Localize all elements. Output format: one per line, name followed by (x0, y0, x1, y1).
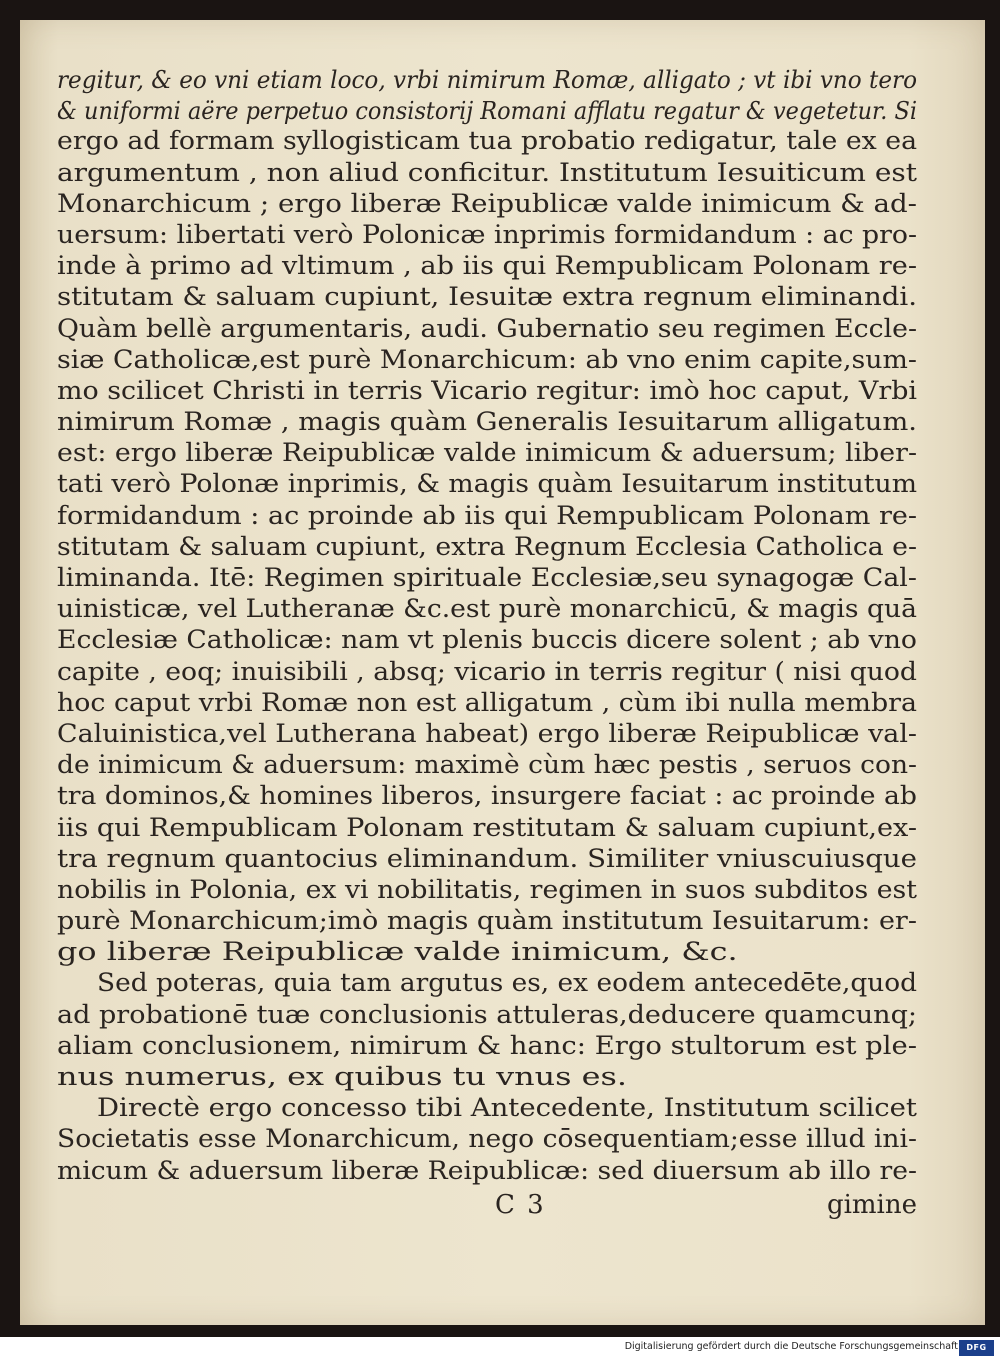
text-line-content: siæ Catholicæ,est purè Monarchicum: ab vno enim capite,sum- (57, 344, 917, 375)
text-line-content: aliam conclusionem, nimirum & hanc: Ergo stultorum est ple- (57, 1030, 918, 1061)
text-line (57, 563, 917, 594)
page-text-block (57, 64, 917, 1223)
text-line (57, 1000, 917, 1031)
text-line-content: de inimicum & aduersum: maximè cùm hæc pestis , seruos con- (57, 750, 917, 781)
text-line (57, 594, 917, 625)
text-line-content: inde à primo ad vltimum , ab iis qui Rempublicam Polonam re- (57, 251, 918, 282)
text-line-content: ergo ad formam syllogisticam tua probatio redigatur, tale ex ea (57, 126, 918, 157)
text-line (57, 158, 917, 189)
text-line-content: purè Monarchicum;imò magis quàm institutum Iesuitarum: er- (57, 906, 917, 937)
text-line (57, 64, 917, 95)
text-line (57, 719, 917, 750)
text-line (57, 345, 917, 376)
text-line-content: Caluinistica,vel Lutherana habeat) ergo liberæ Reipublicæ val- (57, 718, 918, 749)
text-line-content: Sed poteras, quia tam argutus es, ex eodem antecedēte,quod (97, 968, 918, 999)
text-line-content: go liberæ Reipublicæ valde inimicum, &c. (57, 937, 738, 968)
text-line (57, 968, 917, 999)
text-line (57, 314, 917, 345)
text-line-content: mo scilicet Christi in terris Vicario regitur: imò hoc caput, Vrbi (57, 375, 918, 406)
text-line-content: hoc caput vrbi Romæ non est alligatum , cùm ibi nulla membra (57, 687, 917, 718)
signature-mark: C 3 (495, 1189, 546, 1220)
text-line (57, 657, 917, 688)
text-line (57, 376, 917, 407)
credit-bar (0, 1337, 1000, 1359)
catchword: gimine (826, 1189, 917, 1220)
text-line (57, 813, 917, 844)
text-line-content: nobilis in Polonia, ex vi nobilitatis, regimen in suos subditos est (57, 874, 917, 905)
text-line (57, 1062, 917, 1093)
text-line-content: liminanda. Itē: Regimen spirituale Ecclesiæ,seu synagogæ Cal- (57, 563, 917, 593)
text-line-content: argumentum , non aliud conficitur. Institutum Iesuiticum est (57, 157, 918, 188)
text-line (57, 1031, 917, 1062)
text-line-content: regitur, & eo vni etiam loco, vrbi nimirum Romæ, alligato ; vt ibi vno tero (57, 65, 917, 94)
text-line-content: tati verò Polonæ inprimis, & magis quàm Iesuitarum institutum (57, 469, 917, 500)
text-line (57, 189, 917, 220)
text-line (57, 750, 917, 781)
text-line-content: nus numerus, ex quibus tu vnus es. (57, 1062, 627, 1092)
text-line-content: tra regnum quantocius eliminandum. Similiter vniuscuiusque (57, 843, 918, 874)
text-line (57, 1093, 917, 1124)
text-line (57, 781, 917, 812)
text-line-content: stitutam & saluam cupiunt, extra Regnum Ecclesia Catholica e- (57, 531, 917, 562)
text-line-content: Monarchicum ; ergo liberæ Reipublicæ valde inimicum & ad- (57, 188, 918, 219)
text-line-content: est: ergo liberæ Reipublicæ valde inimicum & aduersum; liber- (57, 438, 917, 469)
text-line (57, 501, 917, 532)
text-line (57, 937, 917, 968)
text-line-content: Quàm bellè argumentaris, audi. Gubernatio seu regimen Eccle- (57, 313, 918, 344)
text-line-content: Ecclesiæ Catholicæ: nam vt plenis buccis dicere solent ; ab vno (57, 625, 917, 656)
text-line-content: uersum: libertati verò Polonicæ inprimis formidandum : ac pro- (57, 219, 918, 250)
text-line-content: tra dominos,& homines liberos, insurgere faciat : ac proinde ab (57, 781, 917, 812)
dfg-logo-icon: DFG (959, 1340, 994, 1356)
funding-credit: Digitalisierung gefördert durch die Deutsche Forschungsgemeinschaft (624, 1341, 958, 1352)
text-line (57, 1124, 917, 1155)
text-line-content: micum & aduersum liberæ Reipublicæ: sed diuersum ab illo re- (57, 1155, 917, 1186)
text-line (57, 251, 917, 282)
text-line (57, 282, 917, 313)
text-line-content: Societatis esse Monarchicum, nego cōsequentiam;esse illud ini- (57, 1124, 917, 1155)
page-footer-line (57, 1187, 917, 1223)
text-line (57, 875, 917, 906)
text-line-content: nimirum Romæ , magis quàm Generalis Iesuitarum alligatum. (57, 407, 917, 438)
text-line-content: ad probationē tuæ conclusionis attuleras,deducere quamcunq; (57, 999, 917, 1030)
text-line (57, 95, 917, 126)
text-line (57, 625, 917, 656)
text-line (57, 126, 917, 157)
text-line-content: formidandum : ac proinde ab iis qui Rempublicam Polonam re- (57, 500, 918, 531)
text-line-content: & uniformi aëre perpetuo consistorij Romani afflatu regatur & vegetetur. Si (57, 96, 917, 126)
text-line-content: iis qui Rempublicam Polonam restitutam & saluam cupiunt,ex- (57, 812, 917, 843)
text-line (57, 1156, 917, 1187)
text-line (57, 469, 917, 500)
book-page (20, 20, 985, 1325)
text-line (57, 906, 917, 937)
text-line-content: stitutam & saluam cupiunt, Iesuitæ extra regnum eliminandi. (57, 282, 917, 313)
text-line (57, 844, 917, 875)
text-line (57, 688, 917, 719)
text-line-content: Directè ergo concesso tibi Antecedente, Institutum scilicet (97, 1093, 917, 1124)
text-line-content: uinisticæ, vel Lutheranæ &c.est purè monarchicū, & magis quā (57, 594, 918, 625)
text-line (57, 220, 917, 251)
text-line (57, 407, 917, 438)
text-line (57, 532, 917, 563)
text-line-content: capite , eoq; inuisibili , absq; vicario in terris regitur ( nisi quod (57, 656, 917, 687)
text-line (57, 438, 917, 469)
